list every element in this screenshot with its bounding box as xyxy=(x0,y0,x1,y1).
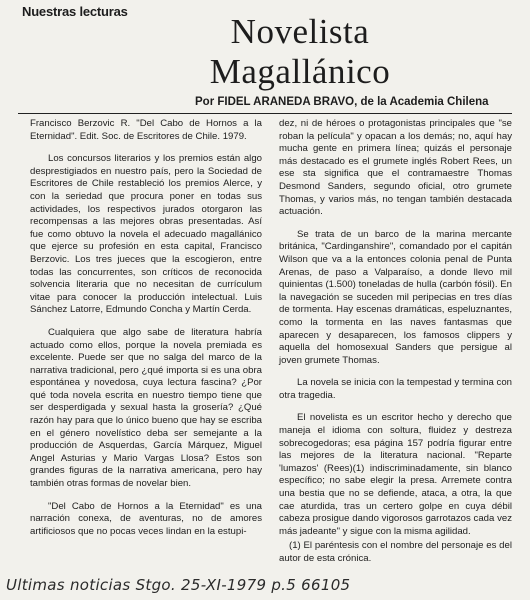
byline: Por FIDEL ARANEDA BRAVO, de la Academia Chilena xyxy=(195,96,489,108)
article-title xyxy=(150,12,450,92)
title-line-1: Novelista xyxy=(230,12,370,51)
left-column xyxy=(30,118,262,538)
body-paragraph: El novelista es un escritor hecho y derecho que maneja el idioma con soltura, fluidez y destreza sobrecogedoras; esa página 157 podría figurar entre las mejores de la literatura nacional. "Reparte 'lumazos' (Rees)(1) indiscriminadamente, sin blanco específico; no sabe elegir la presa. Arremete contra una bestia que no se defiende, ataca, a otra, la que cae aturdida, tras un certero golpe en cuya débil cabeza prosigue dando vigorosos garrotazos cada vez más jadeante" y sigue con la misma agilidad. xyxy=(279,412,512,537)
header-divider xyxy=(18,113,512,114)
footnote: (1) El paréntesis con el nombre del personaje es del autor de esta crónica. xyxy=(279,540,512,564)
right-column xyxy=(279,118,512,566)
body-paragraph: La novela se inicia con la tempestad y termina con otra tragedia. xyxy=(279,377,512,401)
section-label: Nuestras lecturas xyxy=(22,4,128,19)
body-paragraph: dez, ni de héroes o protagonistas principales que "se roban la película" y opacan a los demás; no, aquí hay mucha gente en primera línea; quizás el personaje más destacado es el grumete inglés Robert Rees, un ese sta significa que el contramaestre Thomas Desmond Sanders, segundo oficial, otro grumete Thomas, y varios más, no tengan también destacada actuación. xyxy=(279,118,512,218)
body-paragraph: Se trata de un barco de la marina mercante británica, "Cardinganshire", comandado por el capitán Wilson que va a la entonces colonia penal de Punta Arenas, de paso a Valparaíso, a donde llevo mil quinientas (1.500) toneladas de hulla (carbón fósil). En la navegación se suceden mil peripecias en tres días de tormenta. Hay escenas dramáticas, espeluznantes, como la tormenta en las naves fantasmas que aparecen y desaparecen, los famosos clippers y aquella del homosexual Sanders que persigue al joven grumete Thomas. xyxy=(279,228,512,366)
body-paragraph: "Del Cabo de Hornos a la Eternidad" es una narración conexa, de aventuras, no de amores artificiosos que no pocas veces lindan en la estupi- xyxy=(30,500,262,537)
title-line-2: Magallánico xyxy=(209,52,391,91)
body-paragraph: Cualquiera que algo sabe de literatura habría actuado como ellos, porque la novela premiada es excelente. Puede ser que no salga del marco de la narrativa tradicional, pero ¿qué importa si es una obra espontánea y novedosa, cuya lectura fascina? ¿Por qué toda novela escrita en nuestro tiempo tiene que ser desperdigada y sexual hasta la grosería? ¿Qué razón hay para que lo único bueno que hay se escriba en el género novelístico deba ser semejante a la producción de Asquerdas, García Márquez, Miguel Angel Asturias y Mario Vargas Llosa? Estos son grandes figuras de la narrativa americana, pero hay también otras formas de novelar bien. xyxy=(30,326,262,490)
body-paragraph: Los concursos literarios y los premios están algo desprestigiados en nuestro país, pero la Sociedad de Escritores de Chile restableció los premios Alerce, y con la seriedad que procura poner en todas sus actividades, los respectivos jurados otorgaron las recompensas a las mejores obras presentadas. Así fue como obtuvo la novela el adecuado magallánico que ejerce su profesión en esta capital, Francisco Berzovic. Los tres jueces que la escogieron, entre todas las concurrentes, son críticos de reconocida solvencia literaria que no necesitan de currículum vitae para conocer la producción intelectual. Luis Sánchez Latorre, Edmundo Concha y Martín Cerda. xyxy=(30,153,262,316)
handwritten-archive-note: Ultimas noticias Stgo. 25-XI-1979 p.5 66105 xyxy=(6,576,351,594)
book-reference: Francisco Berzovic R. "Del Cabo de Hornos a la Eternidad". Edit. Soc. de Escritores de Chile. 1979. xyxy=(30,118,262,142)
